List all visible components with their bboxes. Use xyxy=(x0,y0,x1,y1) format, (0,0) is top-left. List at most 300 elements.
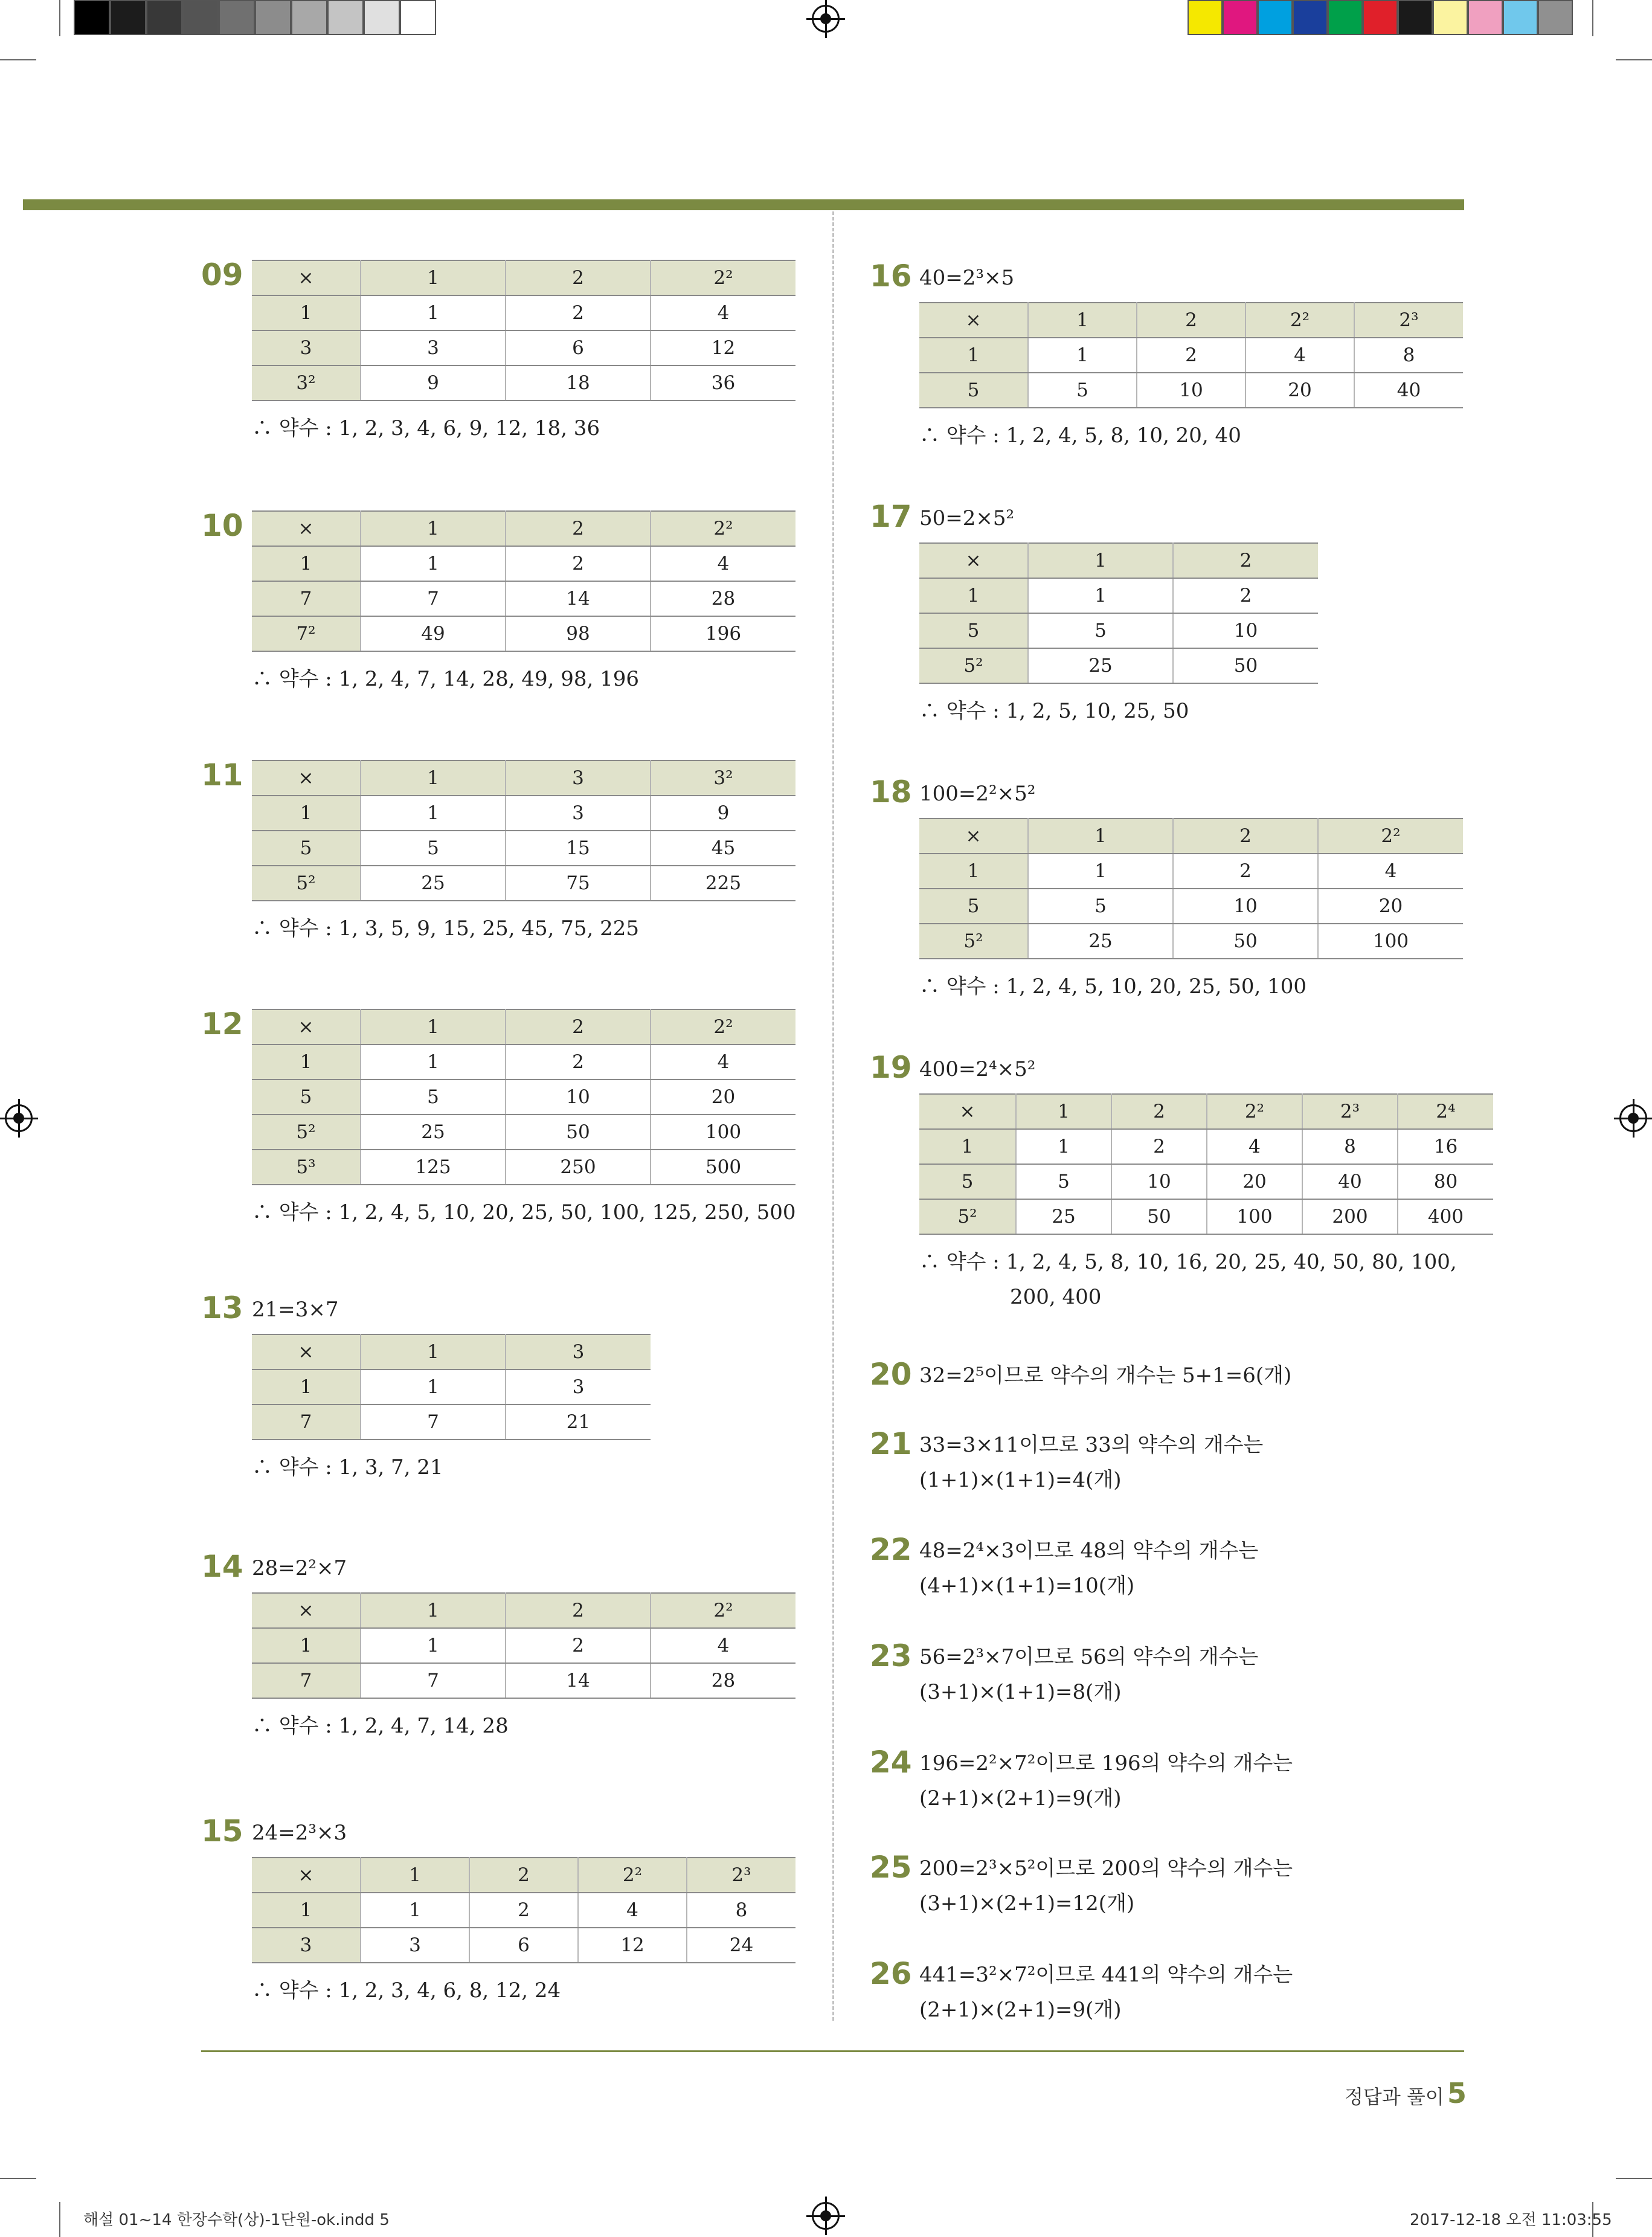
row-header-cell: 5³ xyxy=(252,1150,361,1185)
header-cell: 2 xyxy=(469,1858,578,1893)
header-cell: 1 xyxy=(1028,303,1137,338)
header-cell: 1 xyxy=(1028,819,1173,854)
count-calculation: (4+1)×(1+1)=10(개) xyxy=(919,1574,1135,1598)
row-header-cell: 1 xyxy=(252,546,361,581)
table-cell: 18 xyxy=(506,365,651,401)
table-cell: 500 xyxy=(651,1150,795,1185)
slug-filename: 해설 01~14 한장수학(상)-1단원-ok.indd 5 xyxy=(83,2211,390,2229)
table-row xyxy=(252,365,795,401)
count-statement: 441=3²×7²이므로 441의 약수의 개수는 xyxy=(919,1963,1293,1987)
header-cell: 2² xyxy=(651,260,795,295)
row-header-cell: 1 xyxy=(252,1044,361,1080)
table-cell: 1 xyxy=(361,1370,506,1405)
problem-number: 25 xyxy=(870,1850,912,1885)
problem-number: 17 xyxy=(870,499,912,534)
table-cell: 9 xyxy=(651,796,795,831)
header-cell: 2³ xyxy=(1302,1094,1398,1129)
table-cell: 75 xyxy=(506,866,651,901)
table-cell: 1 xyxy=(361,1628,506,1663)
header-cell: 2 xyxy=(506,511,651,546)
header-cell: × xyxy=(252,1858,361,1893)
table-cell: 2 xyxy=(506,295,651,330)
table-cell: 2 xyxy=(1173,854,1318,889)
table-cell: 98 xyxy=(506,616,651,651)
row-header-cell: 5 xyxy=(919,1164,1016,1199)
table-row xyxy=(919,1129,1493,1164)
problem-number: 19 xyxy=(870,1050,912,1085)
header-cell: × xyxy=(919,1094,1016,1129)
header-cell: × xyxy=(919,819,1028,854)
table-row xyxy=(252,1928,795,1963)
row-header-cell: 1 xyxy=(919,854,1028,889)
problem-number: 11 xyxy=(201,758,243,793)
header-cell: 2 xyxy=(1137,303,1245,338)
table-cell: 25 xyxy=(361,1115,506,1150)
registration-mark-left xyxy=(5,1104,33,1132)
row-header-cell: 1 xyxy=(252,1893,361,1928)
row-header-cell: 1 xyxy=(919,578,1028,613)
registration-mark-top xyxy=(812,5,840,33)
factorization: 40=2³×5 xyxy=(919,266,1015,290)
header-cell: 2⁴ xyxy=(1398,1094,1493,1129)
table-cell: 7 xyxy=(361,1405,506,1440)
divisor-answer: ∴ 약수 : 1, 2, 4, 5, 8, 10, 20, 40 xyxy=(919,423,1241,448)
column-divider xyxy=(832,211,834,2021)
table-cell: 1 xyxy=(1016,1129,1111,1164)
header-cell: × xyxy=(252,1334,361,1370)
count-statement: 200=2³×5²이므로 200의 약수의 개수는 xyxy=(919,1856,1293,1881)
table-cell: 1 xyxy=(361,1044,506,1080)
header-cell: × xyxy=(252,1009,361,1044)
header-cell: 1 xyxy=(1028,543,1173,578)
color-swatch xyxy=(1328,0,1363,35)
table-row xyxy=(919,924,1463,959)
table-cell: 14 xyxy=(506,1663,651,1698)
table-cell: 50 xyxy=(1173,924,1318,959)
crop-mark xyxy=(0,59,36,60)
divisor-answer: ∴ 약수 : 1, 2, 4, 5, 10, 20, 25, 50, 100, 125, 250, 500 xyxy=(252,1200,796,1225)
divisor-table xyxy=(252,1009,795,1185)
gray-swatch xyxy=(364,0,400,35)
footer-label: 정답과 풀이 xyxy=(1345,2085,1444,2108)
gray-swatch xyxy=(327,0,364,35)
table-row xyxy=(252,1628,795,1663)
header-cell: 1 xyxy=(361,761,506,796)
gray-swatch xyxy=(146,0,182,35)
problem-number: 15 xyxy=(201,1814,243,1849)
table-cell: 4 xyxy=(1245,338,1354,373)
row-header-cell: 5 xyxy=(919,373,1028,408)
divisor-answer: ∴ 약수 : 1, 3, 7, 21 xyxy=(252,1455,443,1479)
problem-number: 20 xyxy=(870,1357,912,1392)
divisor-answer: ∴ 약수 : 1, 2, 5, 10, 25, 50 xyxy=(919,699,1189,723)
table-cell: 4 xyxy=(578,1893,687,1928)
count-statement: 32=2⁵이므로 약수의 개수는 5+1=6(개) xyxy=(919,1363,1292,1388)
table-cell: 25 xyxy=(1028,924,1173,959)
table-cell: 50 xyxy=(506,1115,651,1150)
table-row xyxy=(252,546,795,581)
gray-swatch xyxy=(291,0,327,35)
row-header-cell: 7² xyxy=(252,616,361,651)
table-cell: 4 xyxy=(651,546,795,581)
divisor-table xyxy=(919,818,1463,959)
table-cell: 25 xyxy=(1016,1199,1111,1234)
count-statement: 48=2⁴×3이므로 48의 약수의 개수는 xyxy=(919,1539,1259,1563)
divisor-table xyxy=(252,1334,651,1440)
header-cell: × xyxy=(919,303,1028,338)
problem-number: 26 xyxy=(870,1956,912,1991)
header-cell: 3² xyxy=(651,761,795,796)
table-row xyxy=(252,796,795,831)
table-cell: 8 xyxy=(1354,338,1463,373)
count-statement: 56=2³×7이므로 56의 약수의 개수는 xyxy=(919,1645,1259,1669)
table-cell: 28 xyxy=(651,581,795,616)
table-cell: 2 xyxy=(506,1628,651,1663)
table-cell: 10 xyxy=(506,1080,651,1115)
header-cell: 2² xyxy=(1245,303,1354,338)
table-cell: 10 xyxy=(1111,1164,1207,1199)
table-cell: 1 xyxy=(361,796,506,831)
table-cell: 100 xyxy=(1207,1199,1302,1234)
gray-swatch xyxy=(219,0,255,35)
crop-mark xyxy=(0,2178,36,2179)
table-cell: 45 xyxy=(651,831,795,866)
row-header-cell: 5 xyxy=(919,613,1028,648)
table-cell: 6 xyxy=(469,1928,578,1963)
table-cell: 4 xyxy=(651,1628,795,1663)
table-cell: 1 xyxy=(361,546,506,581)
table-cell: 24 xyxy=(687,1928,795,1963)
table-row xyxy=(919,578,1318,613)
table-cell: 196 xyxy=(651,616,795,651)
row-header-cell: 5 xyxy=(252,831,361,866)
table-cell: 6 xyxy=(506,330,651,365)
header-cell: 2² xyxy=(1318,819,1463,854)
divisor-answer: ∴ 약수 : 1, 3, 5, 9, 15, 25, 45, 75, 225 xyxy=(252,916,639,941)
count-calculation: (1+1)×(1+1)=4(개) xyxy=(919,1468,1122,1492)
header-cell: 1 xyxy=(361,511,506,546)
table-cell: 5 xyxy=(361,831,506,866)
table-row xyxy=(919,648,1318,683)
row-header-cell: 7 xyxy=(252,581,361,616)
header-cell: 2² xyxy=(651,1593,795,1628)
row-header-cell: 1 xyxy=(919,1129,1016,1164)
table-cell: 100 xyxy=(1318,924,1463,959)
gray-swatch xyxy=(400,0,436,35)
table-row xyxy=(252,511,795,546)
table-cell: 3 xyxy=(506,796,651,831)
table-cell: 4 xyxy=(651,1044,795,1080)
crop-mark xyxy=(1616,2178,1652,2179)
table-cell: 400 xyxy=(1398,1199,1493,1234)
problem-number: 22 xyxy=(870,1532,912,1567)
gray-swatch xyxy=(182,0,219,35)
table-cell: 2 xyxy=(469,1893,578,1928)
table-row xyxy=(252,1370,651,1405)
row-header-cell: 5 xyxy=(252,1080,361,1115)
table-cell: 10 xyxy=(1173,889,1318,924)
table-cell: 2 xyxy=(506,1044,651,1080)
table-cell: 3 xyxy=(361,330,506,365)
crop-mark xyxy=(59,0,60,36)
table-row xyxy=(252,831,795,866)
header-cell: 3 xyxy=(506,1334,651,1370)
table-row xyxy=(919,303,1463,338)
color-swatch xyxy=(1503,0,1538,35)
color-swatch xyxy=(1258,0,1293,35)
table-cell: 12 xyxy=(578,1928,687,1963)
problem-number: 16 xyxy=(870,259,912,294)
divisor-table xyxy=(252,1592,795,1699)
count-calculation: (2+1)×(2+1)=9(개) xyxy=(919,1786,1122,1811)
table-row xyxy=(252,1044,795,1080)
table-cell: 10 xyxy=(1137,373,1245,408)
table-row xyxy=(252,1150,795,1185)
header-rule xyxy=(23,199,1464,210)
table-cell: 4 xyxy=(651,295,795,330)
crop-mark xyxy=(59,2202,60,2237)
table-cell: 7 xyxy=(361,581,506,616)
divisor-answer: ∴ 약수 : 1, 2, 4, 5, 8, 10, 16, 20, 25, 40, 50, 80, 100, xyxy=(919,1250,1457,1274)
header-cell: 2² xyxy=(1207,1094,1302,1129)
row-header-cell: 5 xyxy=(919,889,1028,924)
table-cell: 14 xyxy=(506,581,651,616)
gray-swatch xyxy=(255,0,291,35)
table-row xyxy=(252,1334,651,1370)
table-row xyxy=(252,1858,795,1893)
count-calculation: (3+1)×(2+1)=12(개) xyxy=(919,1891,1135,1916)
row-header-cell: 3² xyxy=(252,365,361,401)
table-cell: 16 xyxy=(1398,1129,1493,1164)
table-row xyxy=(919,338,1463,373)
table-cell: 2 xyxy=(1173,578,1318,613)
header-cell: 2³ xyxy=(687,1858,795,1893)
color-swatch xyxy=(1188,0,1223,35)
table-cell: 80 xyxy=(1398,1164,1493,1199)
table-cell: 3 xyxy=(361,1928,469,1963)
factorization: 400=2⁴×5² xyxy=(919,1057,1036,1081)
table-cell: 8 xyxy=(687,1893,795,1928)
table-row xyxy=(919,1164,1493,1199)
divisor-answer: ∴ 약수 : 1, 2, 3, 4, 6, 8, 12, 24 xyxy=(252,1978,561,2003)
factorization: 21=3×7 xyxy=(252,1298,339,1322)
problem-number: 21 xyxy=(870,1426,912,1461)
header-cell: 2² xyxy=(578,1858,687,1893)
header-cell: 2 xyxy=(1173,543,1318,578)
color-swatch xyxy=(1293,0,1328,35)
table-row xyxy=(252,260,795,295)
table-cell: 4 xyxy=(1318,854,1463,889)
crop-mark xyxy=(1592,0,1593,36)
table-row xyxy=(252,1115,795,1150)
table-cell: 21 xyxy=(506,1405,651,1440)
table-cell: 9 xyxy=(361,365,506,401)
color-swatch xyxy=(1223,0,1258,35)
table-cell: 50 xyxy=(1111,1199,1207,1234)
table-cell: 5 xyxy=(361,1080,506,1115)
problem-number: 12 xyxy=(201,1006,243,1041)
table-cell: 28 xyxy=(651,1663,795,1698)
table-row xyxy=(252,1080,795,1115)
header-cell: 2 xyxy=(506,260,651,295)
factorization: 100=2²×5² xyxy=(919,782,1036,806)
table-cell: 5 xyxy=(1028,613,1173,648)
table-row xyxy=(919,1199,1493,1234)
header-cell: × xyxy=(252,511,361,546)
row-header-cell: 1 xyxy=(252,1370,361,1405)
table-row xyxy=(252,330,795,365)
header-cell: 2 xyxy=(506,1593,651,1628)
header-cell: 2 xyxy=(506,1009,651,1044)
table-cell: 50 xyxy=(1173,648,1318,683)
color-swatch xyxy=(1468,0,1503,35)
table-cell: 15 xyxy=(506,831,651,866)
header-cell: 2 xyxy=(1111,1094,1207,1129)
table-cell: 12 xyxy=(651,330,795,365)
row-header-cell: 3 xyxy=(252,330,361,365)
table-cell: 1 xyxy=(1028,578,1173,613)
problem-number: 23 xyxy=(870,1638,912,1673)
header-cell: 2² xyxy=(651,511,795,546)
table-row xyxy=(919,373,1463,408)
table-row xyxy=(252,616,795,651)
table-cell: 2 xyxy=(1111,1129,1207,1164)
divisor-answer: ∴ 약수 : 1, 2, 4, 7, 14, 28 xyxy=(252,1714,509,1738)
table-cell: 25 xyxy=(1028,648,1173,683)
row-header-cell: 5² xyxy=(919,648,1028,683)
table-row xyxy=(919,543,1318,578)
header-cell: 1 xyxy=(361,1593,506,1628)
count-calculation: (3+1)×(1+1)=8(개) xyxy=(919,1680,1122,1704)
table-cell: 5 xyxy=(1028,373,1137,408)
header-cell: 3 xyxy=(506,761,651,796)
crop-mark xyxy=(1616,59,1652,60)
table-row xyxy=(919,854,1463,889)
color-swatch xyxy=(1398,0,1433,35)
table-cell: 20 xyxy=(1318,889,1463,924)
divisor-table xyxy=(252,510,795,652)
table-cell: 1 xyxy=(361,1893,469,1928)
table-row xyxy=(252,581,795,616)
divisor-table xyxy=(252,260,795,401)
gray-swatch xyxy=(74,0,110,35)
factorization: 50=2×5² xyxy=(919,506,1015,530)
header-cell: 1 xyxy=(361,1334,506,1370)
table-cell: 25 xyxy=(361,866,506,901)
table-cell: 1 xyxy=(1028,338,1137,373)
table-cell: 5 xyxy=(1016,1164,1111,1199)
table-cell: 20 xyxy=(1245,373,1354,408)
divisor-table xyxy=(919,1093,1493,1235)
divisor-answer-continued: 200, 400 xyxy=(1010,1285,1102,1309)
table-row xyxy=(252,866,795,901)
table-cell: 225 xyxy=(651,866,795,901)
row-header-cell: 1 xyxy=(919,338,1028,373)
table-row xyxy=(252,1893,795,1928)
header-cell: × xyxy=(252,1593,361,1628)
table-cell: 49 xyxy=(361,616,506,651)
slug-timestamp: 2017-12-18 오전 11:03:55 xyxy=(1410,2211,1612,2229)
color-swatch xyxy=(1363,0,1398,35)
page-number: 5 xyxy=(1447,2077,1467,2110)
divisor-answer: ∴ 약수 : 1, 2, 4, 5, 10, 20, 25, 50, 100 xyxy=(919,974,1306,999)
table-cell: 20 xyxy=(1207,1164,1302,1199)
header-cell: 2³ xyxy=(1354,303,1463,338)
table-cell: 8 xyxy=(1302,1129,1398,1164)
problem-number: 13 xyxy=(201,1290,243,1325)
table-row xyxy=(252,1009,795,1044)
table-cell: 20 xyxy=(651,1080,795,1115)
table-cell: 4 xyxy=(1207,1129,1302,1164)
header-cell: 1 xyxy=(361,260,506,295)
divisor-answer: ∴ 약수 : 1, 2, 4, 7, 14, 28, 49, 98, 196 xyxy=(252,667,639,691)
row-header-cell: 7 xyxy=(252,1663,361,1698)
row-header-cell: 5² xyxy=(919,924,1028,959)
registration-mark-right xyxy=(1619,1104,1647,1132)
row-header-cell: 1 xyxy=(252,796,361,831)
problem-number: 10 xyxy=(201,508,243,543)
problem-number: 14 xyxy=(201,1549,243,1584)
row-header-cell: 5² xyxy=(919,1199,1016,1234)
row-header-cell: 5² xyxy=(252,1115,361,1150)
table-row xyxy=(919,1094,1493,1129)
header-cell: 1 xyxy=(1016,1094,1111,1129)
table-cell: 2 xyxy=(506,546,651,581)
header-cell: 2² xyxy=(651,1009,795,1044)
table-row xyxy=(252,1593,795,1628)
registration-mark-bottom xyxy=(812,2202,840,2230)
table-cell: 36 xyxy=(651,365,795,401)
count-statement: 33=3×11이므로 33의 약수의 개수는 xyxy=(919,1433,1264,1457)
divisor-answer: ∴ 약수 : 1, 2, 3, 4, 6, 9, 12, 18, 36 xyxy=(252,416,600,440)
bottom-rule xyxy=(201,2050,1464,2052)
table-cell: 1 xyxy=(1028,854,1173,889)
row-header-cell: 3 xyxy=(252,1928,361,1963)
row-header-cell: 1 xyxy=(252,1628,361,1663)
divisor-table xyxy=(919,302,1463,408)
header-cell: 1 xyxy=(361,1009,506,1044)
table-cell: 40 xyxy=(1354,373,1463,408)
table-row xyxy=(919,613,1318,648)
table-cell: 2 xyxy=(1137,338,1245,373)
row-header-cell: 5² xyxy=(252,866,361,901)
table-cell: 40 xyxy=(1302,1164,1398,1199)
header-cell: 2 xyxy=(1173,819,1318,854)
table-row xyxy=(919,819,1463,854)
table-row xyxy=(252,295,795,330)
color-swatch xyxy=(1538,0,1573,35)
header-cell: 1 xyxy=(361,1858,469,1893)
header-cell: × xyxy=(919,543,1028,578)
gray-swatch xyxy=(110,0,146,35)
table-cell: 5 xyxy=(1028,889,1173,924)
header-cell: × xyxy=(252,761,361,796)
table-row xyxy=(252,1405,651,1440)
factorization: 24=2³×3 xyxy=(252,1821,347,1845)
table-cell: 10 xyxy=(1173,613,1318,648)
divisor-table xyxy=(919,542,1318,684)
table-row xyxy=(252,761,795,796)
header-cell: × xyxy=(252,260,361,295)
count-calculation: (2+1)×(2+1)=9(개) xyxy=(919,1998,1122,2022)
table-row xyxy=(252,1663,795,1698)
table-cell: 200 xyxy=(1302,1199,1398,1234)
problem-number: 09 xyxy=(201,257,243,292)
factorization: 28=2²×7 xyxy=(252,1556,347,1580)
table-cell: 3 xyxy=(506,1370,651,1405)
divisor-table xyxy=(252,760,795,901)
table-cell: 100 xyxy=(651,1115,795,1150)
